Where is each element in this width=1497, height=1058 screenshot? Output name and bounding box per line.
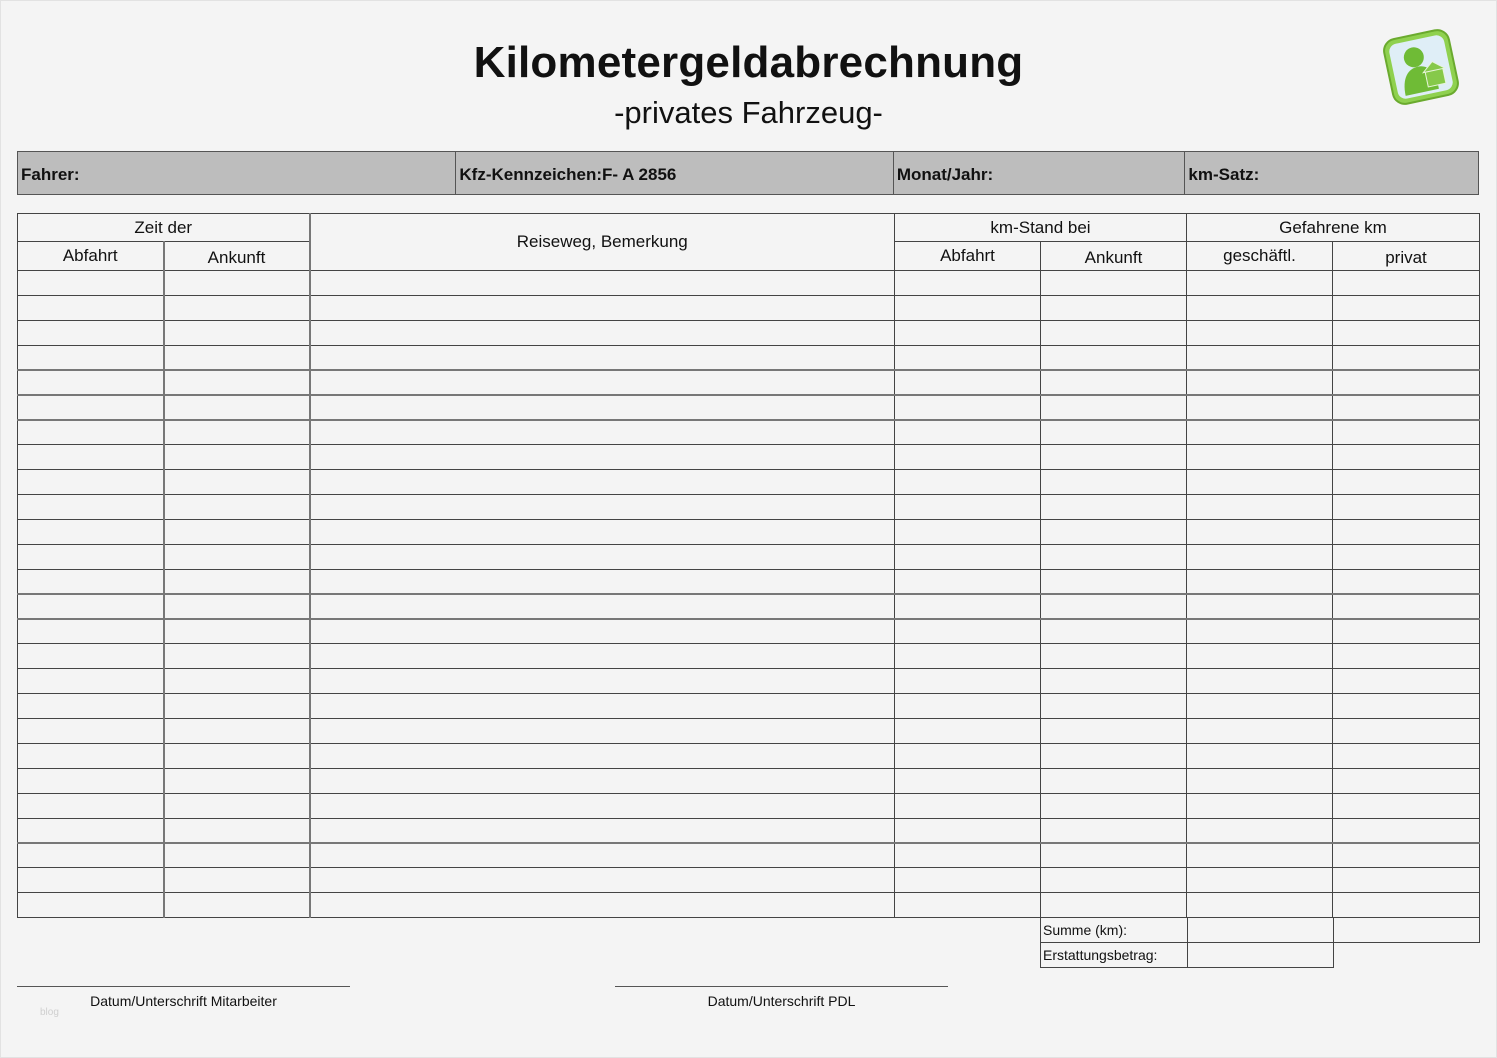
route-cell[interactable] bbox=[310, 295, 895, 320]
time-departure-cell[interactable] bbox=[18, 295, 164, 320]
table-row bbox=[18, 370, 1480, 395]
private-km-cell[interactable] bbox=[1333, 719, 1480, 744]
private-km-cell[interactable] bbox=[1333, 445, 1480, 470]
table-row bbox=[18, 295, 1480, 320]
summary-table bbox=[1040, 917, 1480, 968]
table-row bbox=[18, 743, 1480, 768]
business-km-cell[interactable] bbox=[1187, 295, 1333, 320]
header-odo-departure: Abfahrt bbox=[895, 242, 1041, 271]
private-km-cell[interactable] bbox=[1333, 345, 1480, 370]
business-km-cell[interactable] bbox=[1187, 694, 1333, 719]
business-km-cell[interactable] bbox=[1187, 644, 1333, 669]
odo-arrival-cell[interactable] bbox=[1041, 271, 1187, 296]
business-km-cell[interactable] bbox=[1187, 519, 1333, 544]
odo-departure-cell[interactable] bbox=[895, 420, 1041, 445]
time-departure-cell[interactable] bbox=[18, 619, 164, 644]
business-km-cell[interactable] bbox=[1187, 743, 1333, 768]
km-rate-field[interactable]: km-Satz: bbox=[1188, 165, 1260, 184]
time-arrival-cell[interactable] bbox=[164, 569, 310, 594]
odo-arrival-cell[interactable] bbox=[1041, 395, 1187, 420]
refund-amount-cell[interactable] bbox=[1188, 943, 1334, 968]
table-row bbox=[18, 768, 1480, 793]
route-cell[interactable] bbox=[310, 694, 895, 719]
route-cell[interactable] bbox=[310, 345, 895, 370]
route-cell[interactable] bbox=[310, 320, 895, 345]
odo-departure-cell[interactable] bbox=[895, 370, 1041, 395]
private-km-cell[interactable] bbox=[1333, 569, 1480, 594]
table-row bbox=[18, 594, 1480, 619]
time-departure-cell[interactable] bbox=[18, 445, 164, 470]
route-cell[interactable] bbox=[310, 644, 895, 669]
odo-departure-cell[interactable] bbox=[895, 768, 1041, 793]
route-cell[interactable] bbox=[310, 619, 895, 644]
route-cell[interactable] bbox=[310, 420, 895, 445]
table-row bbox=[18, 495, 1480, 520]
business-km-cell[interactable] bbox=[1187, 843, 1333, 868]
odo-arrival-cell[interactable] bbox=[1041, 619, 1187, 644]
business-km-cell[interactable] bbox=[1187, 271, 1333, 296]
table-row bbox=[18, 793, 1480, 818]
private-km-cell[interactable] bbox=[1333, 793, 1480, 818]
business-km-cell[interactable] bbox=[1187, 719, 1333, 744]
private-km-cell[interactable] bbox=[1333, 495, 1480, 520]
time-arrival-cell[interactable] bbox=[164, 768, 310, 793]
page-title: Kilometergeldabrechnung bbox=[473, 38, 1024, 87]
route-cell[interactable] bbox=[310, 818, 895, 843]
time-departure-cell[interactable] bbox=[18, 420, 164, 445]
time-arrival-cell[interactable] bbox=[164, 271, 310, 296]
route-cell[interactable] bbox=[310, 445, 895, 470]
driver-field[interactable]: Fahrer: bbox=[18, 152, 456, 194]
time-departure-cell[interactable] bbox=[18, 345, 164, 370]
time-arrival-cell[interactable] bbox=[164, 669, 310, 694]
time-arrival-cell[interactable] bbox=[164, 345, 310, 370]
time-departure-cell[interactable] bbox=[18, 669, 164, 694]
business-km-cell[interactable] bbox=[1187, 470, 1333, 495]
table-row bbox=[18, 470, 1480, 495]
route-cell[interactable] bbox=[310, 470, 895, 495]
total-km-label: Summe (km): bbox=[1041, 918, 1188, 943]
empty-cell bbox=[1334, 943, 1480, 968]
odo-departure-cell[interactable] bbox=[895, 345, 1041, 370]
route-cell[interactable] bbox=[310, 495, 895, 520]
odo-departure-cell[interactable] bbox=[895, 694, 1041, 719]
odo-departure-cell[interactable] bbox=[895, 495, 1041, 520]
odo-departure-cell[interactable] bbox=[895, 470, 1041, 495]
odo-arrival-cell[interactable] bbox=[1041, 743, 1187, 768]
table-row bbox=[18, 569, 1480, 594]
time-departure-cell[interactable] bbox=[18, 868, 164, 893]
time-arrival-cell[interactable] bbox=[164, 719, 310, 744]
table-row bbox=[18, 694, 1480, 719]
odo-arrival-cell[interactable] bbox=[1041, 893, 1187, 918]
odo-arrival-cell[interactable] bbox=[1041, 544, 1187, 569]
table-row bbox=[18, 644, 1480, 669]
private-km-cell[interactable] bbox=[1333, 320, 1480, 345]
route-cell[interactable] bbox=[310, 793, 895, 818]
odo-arrival-cell[interactable] bbox=[1041, 644, 1187, 669]
business-km-cell[interactable] bbox=[1187, 320, 1333, 345]
odo-arrival-cell[interactable] bbox=[1041, 843, 1187, 868]
license-plate-field[interactable]: Kfz-Kennzeichen:F- A 2856 bbox=[456, 152, 893, 194]
header-private-km: privat bbox=[1333, 242, 1480, 271]
private-km-cell[interactable] bbox=[1333, 370, 1480, 395]
business-km-cell[interactable] bbox=[1187, 370, 1333, 395]
table-row bbox=[18, 669, 1480, 694]
odo-departure-cell[interactable] bbox=[895, 818, 1041, 843]
odo-departure-cell[interactable] bbox=[895, 295, 1041, 320]
table-row bbox=[18, 843, 1480, 868]
time-arrival-cell[interactable] bbox=[164, 743, 310, 768]
odo-arrival-cell[interactable] bbox=[1041, 370, 1187, 395]
business-km-cell[interactable] bbox=[1187, 669, 1333, 694]
odo-departure-cell[interactable] bbox=[895, 843, 1041, 868]
log-body bbox=[18, 271, 1480, 918]
route-cell[interactable] bbox=[310, 395, 895, 420]
business-km-cell[interactable] bbox=[1187, 768, 1333, 793]
odo-departure-cell[interactable] bbox=[895, 868, 1041, 893]
private-km-cell[interactable] bbox=[1333, 893, 1480, 918]
odo-departure-cell[interactable] bbox=[895, 445, 1041, 470]
private-km-cell[interactable] bbox=[1333, 470, 1480, 495]
odo-departure-cell[interactable] bbox=[895, 743, 1041, 768]
time-arrival-cell[interactable] bbox=[164, 395, 310, 420]
private-km-cell[interactable] bbox=[1333, 395, 1480, 420]
business-km-cell[interactable] bbox=[1187, 345, 1333, 370]
table-row bbox=[18, 719, 1480, 744]
refund-amount-label: Erstattungsbetrag: bbox=[1041, 943, 1188, 968]
business-km-cell[interactable] bbox=[1187, 619, 1333, 644]
odo-departure-cell[interactable] bbox=[895, 644, 1041, 669]
header-odo-arrival: Ankunft bbox=[1041, 242, 1187, 271]
table-row bbox=[18, 868, 1480, 893]
time-arrival-cell[interactable] bbox=[164, 445, 310, 470]
private-km-cell[interactable] bbox=[1333, 544, 1480, 569]
time-arrival-cell[interactable] bbox=[164, 868, 310, 893]
header-route: Reiseweg, Bemerkung bbox=[310, 214, 895, 271]
private-km-cell[interactable] bbox=[1333, 743, 1480, 768]
time-departure-cell[interactable] bbox=[18, 519, 164, 544]
time-departure-cell[interactable] bbox=[18, 768, 164, 793]
time-departure-cell[interactable] bbox=[18, 644, 164, 669]
odo-departure-cell[interactable] bbox=[895, 594, 1041, 619]
private-km-cell[interactable] bbox=[1333, 619, 1480, 644]
time-departure-cell[interactable] bbox=[18, 495, 164, 520]
time-arrival-cell[interactable] bbox=[164, 644, 310, 669]
odo-arrival-cell[interactable] bbox=[1041, 868, 1187, 893]
route-cell[interactable] bbox=[310, 868, 895, 893]
time-arrival-cell[interactable] bbox=[164, 818, 310, 843]
table-row bbox=[18, 320, 1480, 345]
pdl-signature-line[interactable] bbox=[615, 986, 948, 987]
private-km-cell[interactable] bbox=[1333, 519, 1480, 544]
odo-arrival-cell[interactable] bbox=[1041, 818, 1187, 843]
time-arrival-cell[interactable] bbox=[164, 470, 310, 495]
employee-signature-label: Datum/Unterschrift Mitarbeiter bbox=[90, 993, 277, 1009]
odo-arrival-cell[interactable] bbox=[1041, 420, 1187, 445]
time-departure-cell[interactable] bbox=[18, 569, 164, 594]
odo-arrival-cell[interactable] bbox=[1041, 719, 1187, 744]
header-time: Zeit der bbox=[18, 214, 310, 242]
odo-departure-cell[interactable] bbox=[895, 320, 1041, 345]
business-km-cell[interactable] bbox=[1187, 544, 1333, 569]
table-row bbox=[18, 818, 1480, 843]
odo-arrival-cell[interactable] bbox=[1041, 495, 1187, 520]
route-cell[interactable] bbox=[310, 843, 895, 868]
business-km-cell[interactable] bbox=[1187, 893, 1333, 918]
green-person-house-logo-icon bbox=[1382, 28, 1460, 106]
time-arrival-cell[interactable] bbox=[164, 295, 310, 320]
private-km-cell[interactable] bbox=[1333, 295, 1480, 320]
odo-departure-cell[interactable] bbox=[895, 719, 1041, 744]
time-departure-cell[interactable] bbox=[18, 470, 164, 495]
time-departure-cell[interactable] bbox=[18, 793, 164, 818]
private-km-cell[interactable] bbox=[1333, 271, 1480, 296]
odo-arrival-cell[interactable] bbox=[1041, 669, 1187, 694]
business-km-cell[interactable] bbox=[1187, 868, 1333, 893]
month-year-field[interactable]: Monat/Jahr: bbox=[894, 152, 1186, 194]
watermark: blog bbox=[40, 1007, 59, 1018]
route-cell[interactable] bbox=[310, 594, 895, 619]
table-row bbox=[18, 420, 1480, 445]
odo-departure-cell[interactable] bbox=[895, 619, 1041, 644]
time-arrival-cell[interactable] bbox=[164, 495, 310, 520]
table-row bbox=[18, 519, 1480, 544]
private-km-cell[interactable] bbox=[1333, 644, 1480, 669]
total-business-km-cell[interactable] bbox=[1188, 918, 1334, 943]
route-cell[interactable] bbox=[310, 271, 895, 296]
odo-arrival-cell[interactable] bbox=[1041, 694, 1187, 719]
time-departure-cell[interactable] bbox=[18, 694, 164, 719]
table-row bbox=[18, 893, 1480, 918]
table-row bbox=[18, 271, 1480, 296]
time-departure-cell[interactable] bbox=[18, 395, 164, 420]
route-cell[interactable] bbox=[310, 544, 895, 569]
odo-arrival-cell[interactable] bbox=[1041, 594, 1187, 619]
time-arrival-cell[interactable] bbox=[164, 694, 310, 719]
time-departure-cell[interactable] bbox=[18, 320, 164, 345]
time-arrival-cell[interactable] bbox=[164, 320, 310, 345]
odo-arrival-cell[interactable] bbox=[1041, 320, 1187, 345]
private-km-cell[interactable] bbox=[1333, 843, 1480, 868]
header-time-departure: Abfahrt bbox=[18, 242, 164, 271]
private-km-cell[interactable] bbox=[1333, 669, 1480, 694]
info-bar bbox=[17, 151, 1479, 195]
business-km-cell[interactable] bbox=[1187, 445, 1333, 470]
private-km-cell[interactable] bbox=[1333, 594, 1480, 619]
time-departure-cell[interactable] bbox=[18, 370, 164, 395]
business-km-cell[interactable] bbox=[1187, 395, 1333, 420]
business-km-cell[interactable] bbox=[1187, 818, 1333, 843]
route-cell[interactable] bbox=[310, 893, 895, 918]
private-km-cell[interactable] bbox=[1333, 868, 1480, 893]
time-arrival-cell[interactable] bbox=[164, 544, 310, 569]
time-departure-cell[interactable] bbox=[18, 818, 164, 843]
route-cell[interactable] bbox=[310, 768, 895, 793]
time-arrival-cell[interactable] bbox=[164, 594, 310, 619]
odo-arrival-cell[interactable] bbox=[1041, 345, 1187, 370]
odo-arrival-cell[interactable] bbox=[1041, 295, 1187, 320]
pdl-signature-label: Datum/Unterschrift PDL bbox=[707, 993, 856, 1009]
time-departure-cell[interactable] bbox=[18, 544, 164, 569]
private-km-cell[interactable] bbox=[1333, 420, 1480, 445]
time-departure-cell[interactable] bbox=[18, 719, 164, 744]
odo-arrival-cell[interactable] bbox=[1041, 445, 1187, 470]
time-arrival-cell[interactable] bbox=[164, 843, 310, 868]
route-cell[interactable] bbox=[310, 719, 895, 744]
mileage-log-table bbox=[17, 213, 1480, 918]
odo-arrival-cell[interactable] bbox=[1041, 470, 1187, 495]
header-odometer: km-Stand bei bbox=[895, 214, 1187, 242]
header-time-arrival: Ankunft bbox=[164, 242, 310, 271]
business-km-cell[interactable] bbox=[1187, 594, 1333, 619]
time-departure-cell[interactable] bbox=[18, 743, 164, 768]
table-row bbox=[18, 345, 1480, 370]
page-subtitle: -privates Fahrzeug- bbox=[614, 95, 883, 130]
odo-arrival-cell[interactable] bbox=[1041, 569, 1187, 594]
odo-departure-cell[interactable] bbox=[895, 669, 1041, 694]
odo-arrival-cell[interactable] bbox=[1041, 519, 1187, 544]
odo-departure-cell[interactable] bbox=[895, 395, 1041, 420]
odo-departure-cell[interactable] bbox=[895, 544, 1041, 569]
time-departure-cell[interactable] bbox=[18, 271, 164, 296]
odo-arrival-cell[interactable] bbox=[1041, 793, 1187, 818]
business-km-cell[interactable] bbox=[1187, 495, 1333, 520]
odo-arrival-cell[interactable] bbox=[1041, 768, 1187, 793]
header-business-km: geschäftl. bbox=[1187, 242, 1333, 271]
route-cell[interactable] bbox=[310, 370, 895, 395]
time-arrival-cell[interactable] bbox=[164, 519, 310, 544]
header-driven-km: Gefahrene km bbox=[1187, 214, 1480, 242]
odo-departure-cell[interactable] bbox=[895, 893, 1041, 918]
business-km-cell[interactable] bbox=[1187, 569, 1333, 594]
table-row bbox=[18, 445, 1480, 470]
business-km-cell[interactable] bbox=[1187, 420, 1333, 445]
route-cell[interactable] bbox=[310, 743, 895, 768]
odo-departure-cell[interactable] bbox=[895, 793, 1041, 818]
table-row bbox=[18, 544, 1480, 569]
time-arrival-cell[interactable] bbox=[164, 619, 310, 644]
time-departure-cell[interactable] bbox=[18, 893, 164, 918]
time-arrival-cell[interactable] bbox=[164, 893, 310, 918]
route-cell[interactable] bbox=[310, 569, 895, 594]
odo-departure-cell[interactable] bbox=[895, 569, 1041, 594]
table-row bbox=[18, 395, 1480, 420]
odo-departure-cell[interactable] bbox=[895, 271, 1041, 296]
time-arrival-cell[interactable] bbox=[164, 420, 310, 445]
time-departure-cell[interactable] bbox=[18, 843, 164, 868]
private-km-cell[interactable] bbox=[1333, 768, 1480, 793]
time-departure-cell[interactable] bbox=[18, 594, 164, 619]
time-arrival-cell[interactable] bbox=[164, 793, 310, 818]
employee-signature-line[interactable] bbox=[17, 986, 350, 987]
time-arrival-cell[interactable] bbox=[164, 370, 310, 395]
business-km-cell[interactable] bbox=[1187, 793, 1333, 818]
table-row bbox=[18, 619, 1480, 644]
private-km-cell[interactable] bbox=[1333, 818, 1480, 843]
total-private-km-cell[interactable] bbox=[1334, 918, 1480, 943]
route-cell[interactable] bbox=[310, 519, 895, 544]
private-km-cell[interactable] bbox=[1333, 694, 1480, 719]
odo-departure-cell[interactable] bbox=[895, 519, 1041, 544]
route-cell[interactable] bbox=[310, 669, 895, 694]
